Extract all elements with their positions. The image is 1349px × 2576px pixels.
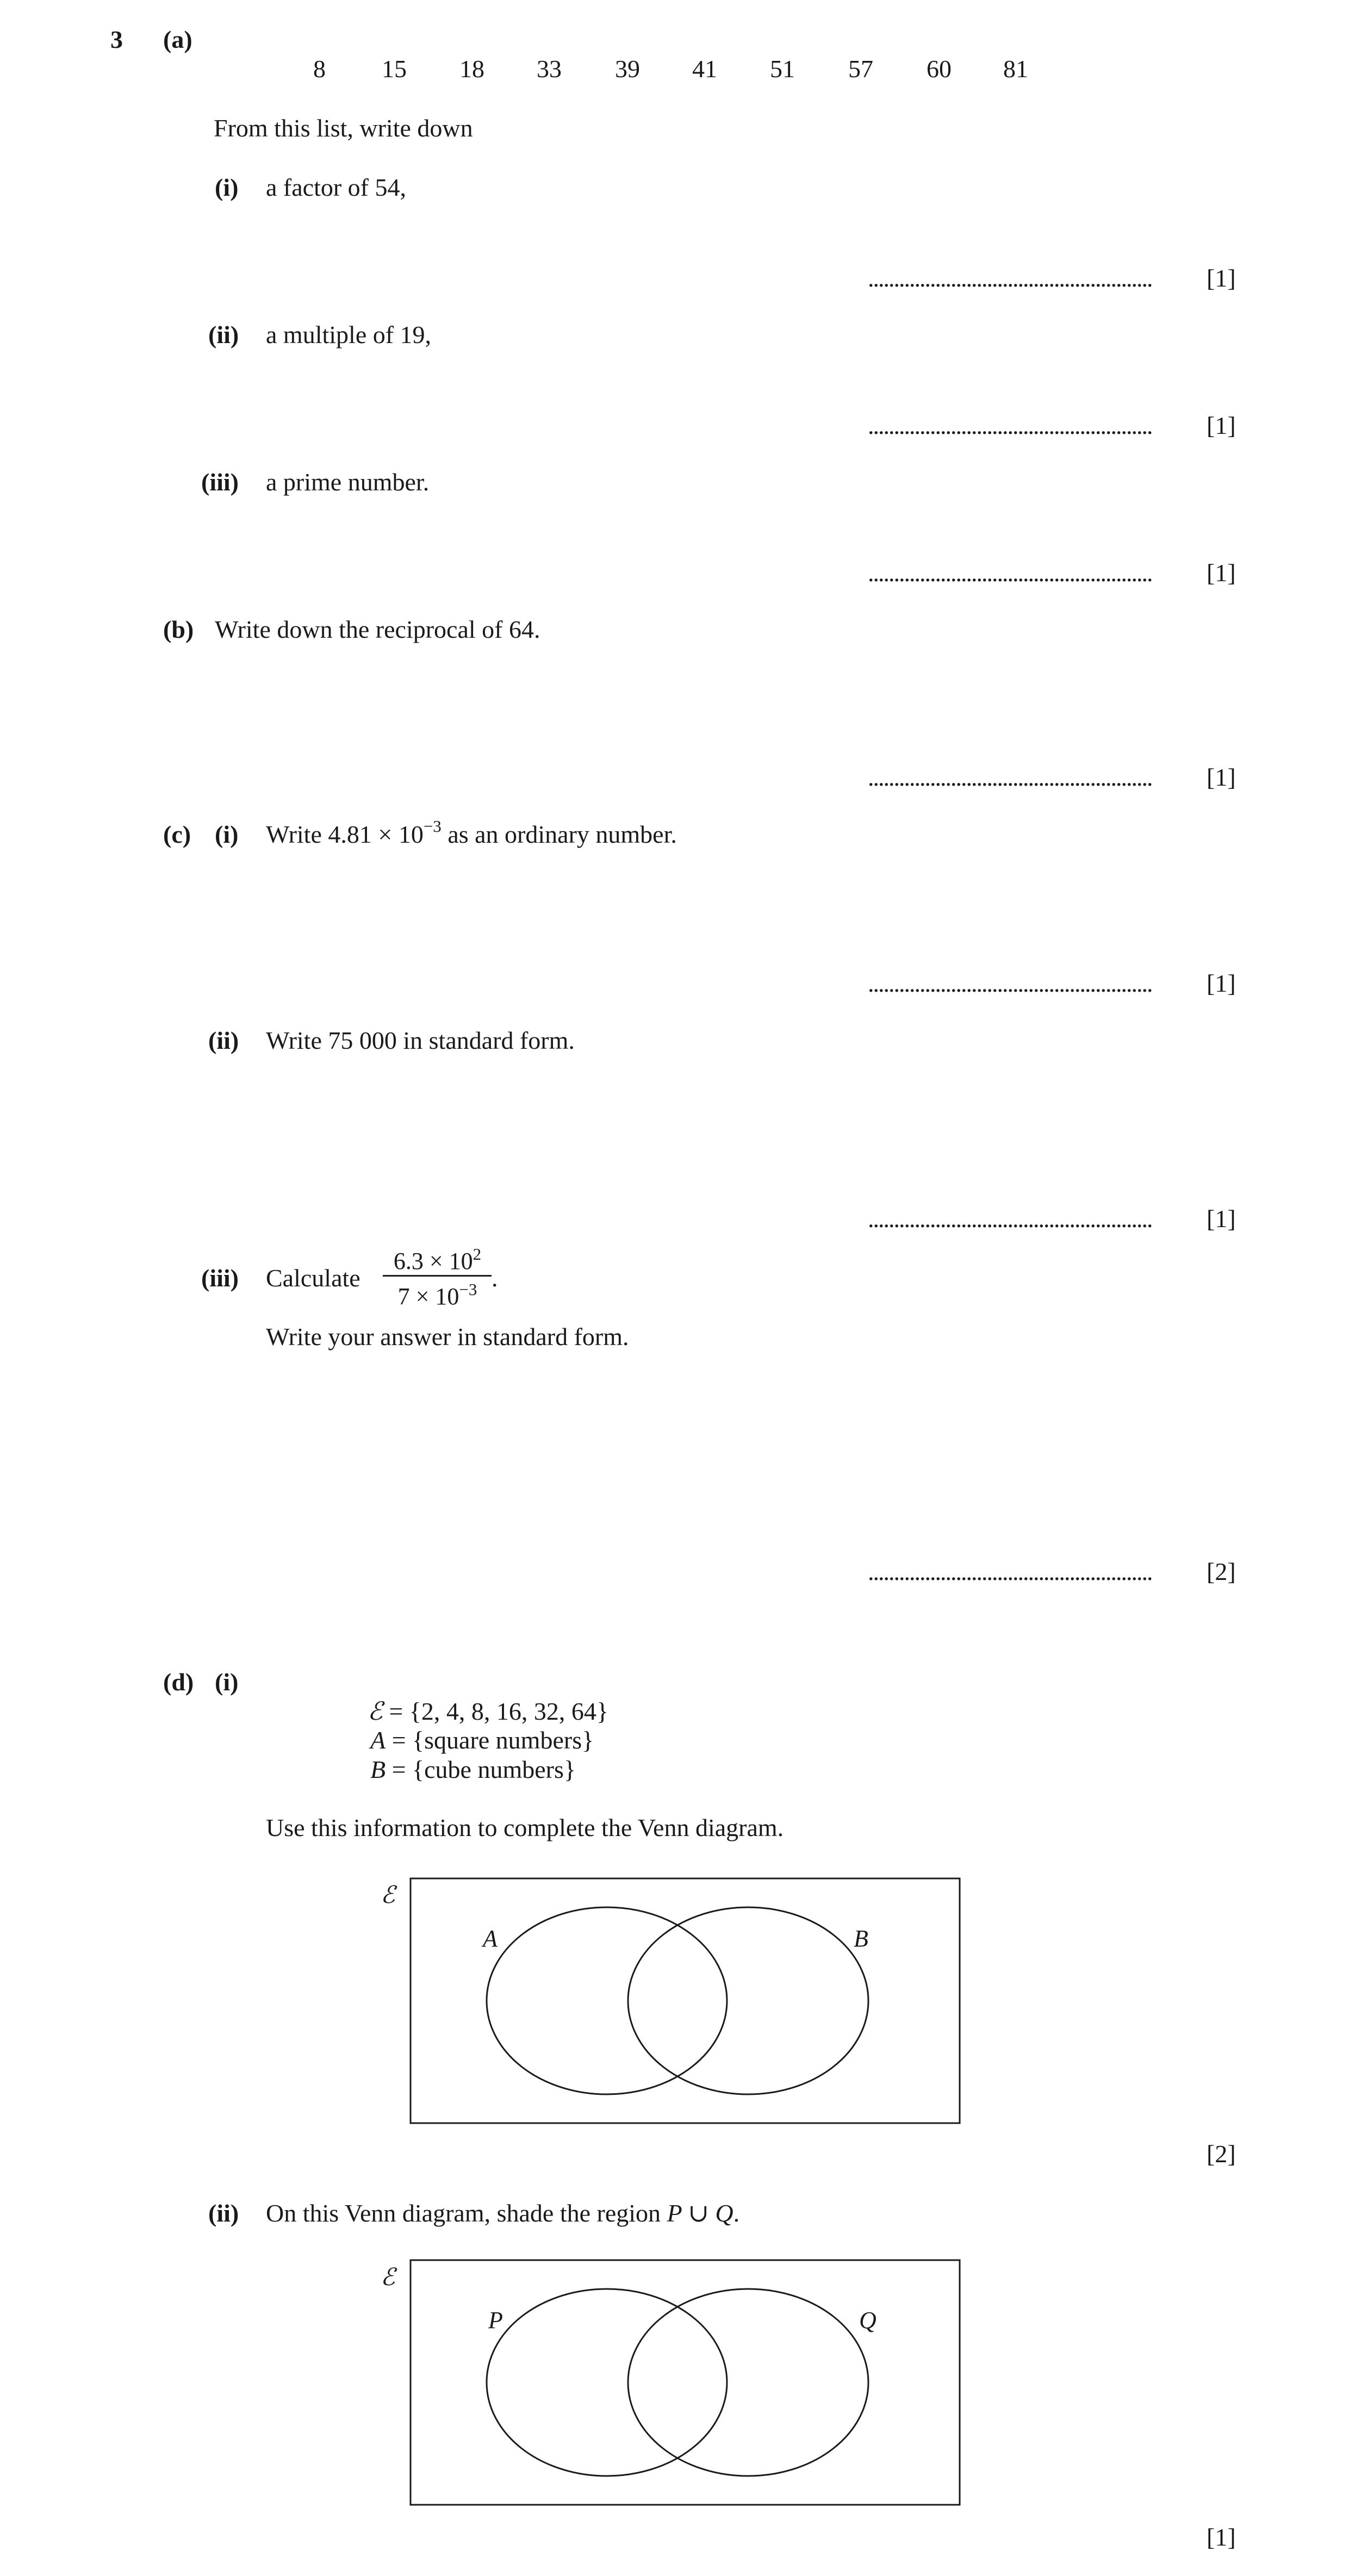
mark-allocation: [1] — [1207, 969, 1236, 997]
mark-allocation: [2] — [1207, 2140, 1236, 2168]
set-b-label: B — [854, 1925, 868, 1952]
item-label: (iii) — [201, 468, 239, 496]
question-text: a multiple of 19, — [266, 321, 432, 349]
part-c-label: (c) — [163, 820, 191, 848]
list-number: 8 — [313, 55, 326, 83]
list-number: 60 — [927, 55, 952, 83]
item-label: (ii) — [208, 2199, 239, 2227]
set-q-circle — [628, 2289, 868, 2476]
list-number: 39 — [615, 55, 640, 83]
question-text: Write your answer in standard form. — [266, 1323, 629, 1351]
fraction-numerator: $6.3 \times 10^2$ — [393, 1245, 482, 1274]
item-label: (i) — [215, 173, 239, 201]
item-label: (ii) — [208, 321, 239, 349]
list-number: 15 — [382, 55, 407, 83]
mark-allocation: [1] — [1207, 559, 1236, 587]
answer-line[interactable]: ....................................................... — [868, 763, 1152, 791]
part-a-instruction: From this list, write down — [214, 114, 473, 142]
list-number: 51 — [770, 55, 795, 83]
question-text: On this Venn diagram, shade the region P ∪ Q. — [266, 2199, 740, 2227]
item-label: (i) — [215, 1668, 239, 1696]
mark-allocation: [2] — [1207, 1558, 1236, 1585]
question-text: Use this information to complete the Venn diagram. — [266, 1814, 784, 1841]
fraction-period: . — [492, 1264, 498, 1292]
answer-line[interactable]: ....................................................... — [868, 969, 1152, 997]
item-label: (iii) — [201, 1264, 239, 1292]
question-number: 3 — [110, 26, 123, 53]
venn-diagram-pq[interactable] — [381, 2260, 960, 2505]
universal-symbol: ℰ — [381, 2264, 395, 2291]
list-number: 81 — [1003, 55, 1028, 83]
set-q-label: Q — [859, 2307, 876, 2334]
list-number: 18 — [459, 55, 484, 83]
set-definition: A = {square numbers} — [370, 1726, 594, 1754]
mark-allocation: [1] — [1207, 1205, 1236, 1233]
mark-allocation: [1] — [1207, 2523, 1236, 2551]
set-p-circle — [487, 2289, 727, 2476]
mark-allocation: [1] — [1207, 264, 1236, 292]
list-number: 57 — [848, 55, 873, 83]
item-label: (i) — [215, 820, 239, 848]
list-number: 33 — [537, 55, 562, 83]
universal-set-box — [411, 1878, 960, 2123]
part-d-label: (d) — [163, 1668, 194, 1696]
question-text: Write 75 000 in standard form. — [266, 1026, 575, 1054]
question-text: Write down the reciprocal of 64. — [215, 615, 540, 643]
question-text: Write $4.81 \times 10^{-3}$ as an ordinary number. — [266, 817, 677, 848]
list-number: 41 — [692, 55, 717, 83]
part-b-label: (b) — [163, 615, 194, 643]
answer-line[interactable]: ....................................................... — [868, 1558, 1152, 1585]
universal-set-box — [411, 2260, 960, 2505]
set-p-label: P — [488, 2307, 503, 2334]
set-a-circle — [487, 1907, 727, 2094]
item-label: (ii) — [208, 1026, 239, 1054]
venn-diagram-ab[interactable] — [381, 1878, 960, 2123]
answer-line[interactable]: ....................................................... — [868, 1205, 1152, 1233]
calculate-word: Calculate — [266, 1264, 360, 1292]
fraction-denominator: $7 \times 10^{-3}$ — [397, 1280, 477, 1310]
question-text: a factor of 54, — [266, 173, 406, 201]
question-text: a prime number. — [266, 468, 430, 496]
answer-line[interactable]: ....................................................... — [868, 412, 1152, 439]
universal-symbol: ℰ — [381, 1882, 395, 1908]
set-definition: B = {cube numbers} — [370, 1756, 576, 1783]
set-b-circle — [628, 1907, 868, 2094]
set-definition: ℰ = {2, 4, 8, 16, 32, 64} — [368, 1696, 608, 1726]
mark-allocation: [1] — [1207, 412, 1236, 439]
answer-line[interactable]: ....................................................... — [868, 559, 1152, 587]
mark-allocation: [1] — [1207, 763, 1236, 791]
answer-line[interactable]: ....................................................... — [868, 264, 1152, 292]
part-a-label: (a) — [163, 26, 192, 53]
set-a-label: A — [483, 1925, 498, 1952]
